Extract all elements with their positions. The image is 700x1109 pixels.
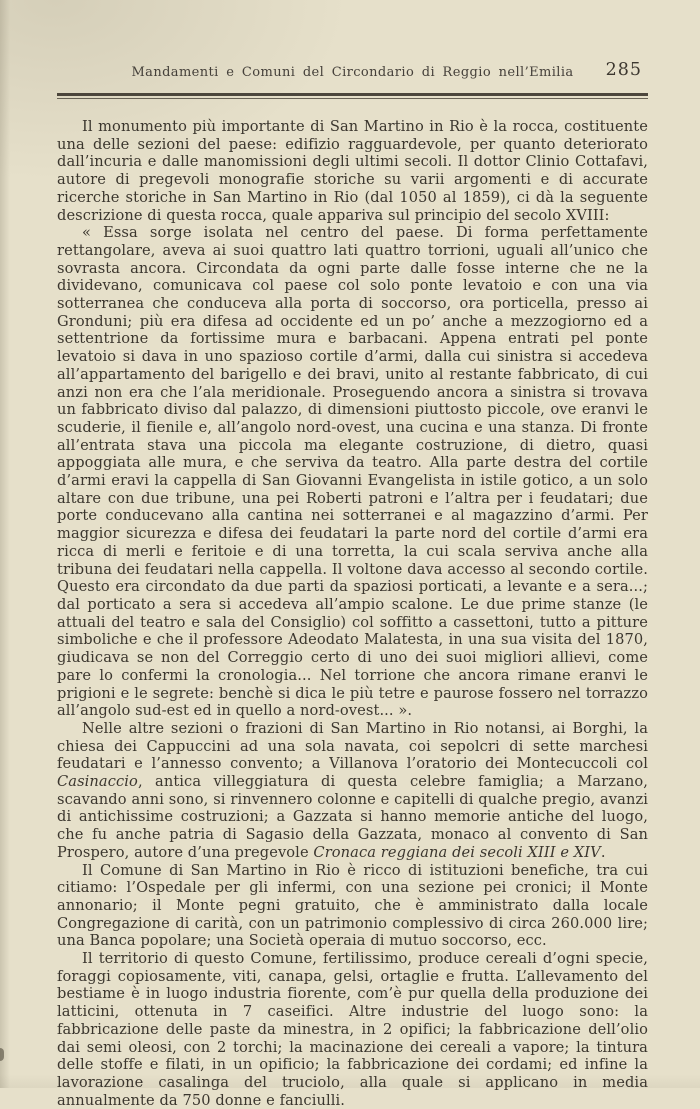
page-header xyxy=(57,0,648,82)
text-segment: . xyxy=(600,843,606,861)
text-segment: Nelle altre sezioni o frazioni di San Martino in Rio notansi, ai Borghi, la chiesa dei Cappuccini ad una sola navata, coi sepolcri di sette marchesi feudatari e l’annesso convento; a Villanova l’oratorio dei Montecuccoli col xyxy=(57,719,648,773)
running-title: Mandamenti e Comuni del Circondario di Reggio nell’Emilia xyxy=(131,65,574,80)
scan-artifact-speck xyxy=(0,1048,4,1061)
header-rule xyxy=(57,93,648,99)
italic-text-casinaccio: Casinaccio xyxy=(57,773,138,791)
italic-text-cronaca: Cronaca reggiana dei secoli XIII e XIV xyxy=(313,843,601,861)
text-segment: , antica villeggiatura di questa celebre famiglia; a Marzano, scavando anni sono, si rinvennero colonne e capitelli di qualche pregio, avanzi di antichissime costruzioni; a Gazzata si hanno memorie antiche del luogo, che fu anche patria di Sagasio della Gazzata, monaco al convento di San Prospero, autore d’una pregevole xyxy=(57,773,648,861)
paragraph-territorio: Il territorio di questo Comune, fertilissimo, produce cereali d’ogni specie, foraggi copiosamente, viti, canapa, gelsi, ortaglie e frutta. L’allevamento del bestiame è in luogo industria fiorente, com’è pur quella della produzione dei latticini, ottenuta in 7 caseifici. Altre industrie del luogo sono: la fabbricazione delle paste da minestra, in 2 opifici; la fabbricazione dell’olio dai semi oleosi, con 2 torchi; la macinazione dei cereali a vapore; la tintura delle stoffe e filati, in un opificio; la fabbricazione dei cordami; ed infine la lavorazione casalinga del truciolo, alla quale si applicano in media annualmente da 750 donne e fanciulli. xyxy=(57,950,648,1109)
paragraph-istituzioni: Il Comune di San Martino in Rio è ricco di istituzioni benefiche, tra cui citiamo: l’Ospedale per gli infermi, con una sezione pei cronici; il Monte annonario; il Monte pegni gratuito, che è amministrato dalla locale Congregazione di carità, con un patrimonio complessivo di circa 260.000 lire; una Banca popolare; una Società operaia di mutuo soccorso, ecc. xyxy=(57,861,648,950)
paragraph-rocca-quote: « Essa sorge isolata nel centro del paese. Di forma perfettamente rettangolare, aveva ai suoi quattro lati quattro torrioni, uguali all’unico che sovrasta ancora. Circondata da ogni parte dalle fosse interne che ne la dividevano, comunicava col paese col solo ponte levatoio e con una via sotterranea che conduceva alla porta di soccorso, ora porticella, presso ai Gronduni; più era difesa ad occidente ed un po’ anche a mezzogiorno ed a settentrione da fortissime mura e barbacani. Appena entrati pel ponte levatoio si dava in uno spazioso cortile d’armi, dalla cui sinistra si accedeva all’appartamento del barigello e dei bravi, unito al restante fabbricato, di cui anzi non era che l’ala meridionale. Proseguendo ancora a sinistra si trovava un fabbricato diviso dal palazzo, di dimensioni piuttosto piccole, ove eranvi le scuderie, il fienile e, all’angolo nord-ovest, una cucina e una stanza. Di fronte all’entrata stava una piccola ma elegante costruzione, di dietro, quasi appoggiata alle mura, e che serviva da teatro. Alla parte destra del cortile d’armi eravi la cappella di San Giovanni Evangelista in istile gotico, a un solo altare con due tribune, una pei Roberti patroni e l’altra per i feudatari; due porte conducevano alla cantina nei sotterranei e al magazzino d’armi. Per maggior sicurezza e difesa dei feudatari la parte nord del cortile d’armi era ricca di merli e feritoie e di una torretta, la cui scala serviva anche alla tribuna dei feudatari nella cappella. Il voltone dava accesso al secondo cortile. Questo era circondato da due parti da spaziosi porticati, a levante e a sera...; dal porticato a sera si accedeva all’ampio scalone. Le due prime stanze (le attuali del teatro e sala del Consiglio) col soffitto a cassettoni, tutto a pitture simboliche e che il professore Adeodato Malatesta, in una sua visita del 1870, giudicava se non del Correggio certo di uno dei suoi migliori allievi, come pare lo confermi la cronologia... Nel torrione che ancora rimane eranvi le prigioni e le segrete: benchè si dica le più tetre e paurose fossero nel torrazzo all’angolo sud-est ed in quello a nord-ovest... ». xyxy=(57,224,648,720)
text-block xyxy=(57,118,648,1109)
paragraph-monumento: Il monumento più importante di San Martino in Rio è la rocca, costituente una delle sezioni del paese: edifizio ragguardevole, per quanto deteriorato dall’incuria e dalle manomissioni degli ultimi secoli. Il dottor Clinio Cottafavi, autore di pregevoli monografie storiche su varii argomenti e di accurate ricerche storiche in San Martino in Rio (dal 1050 al 1859), ci dà la seguente descrizione di questa rocca, quale appariva sul principio del secolo XVIII: xyxy=(57,118,648,224)
paragraph-frazioni xyxy=(57,720,648,862)
page-number: 285 xyxy=(605,60,642,80)
